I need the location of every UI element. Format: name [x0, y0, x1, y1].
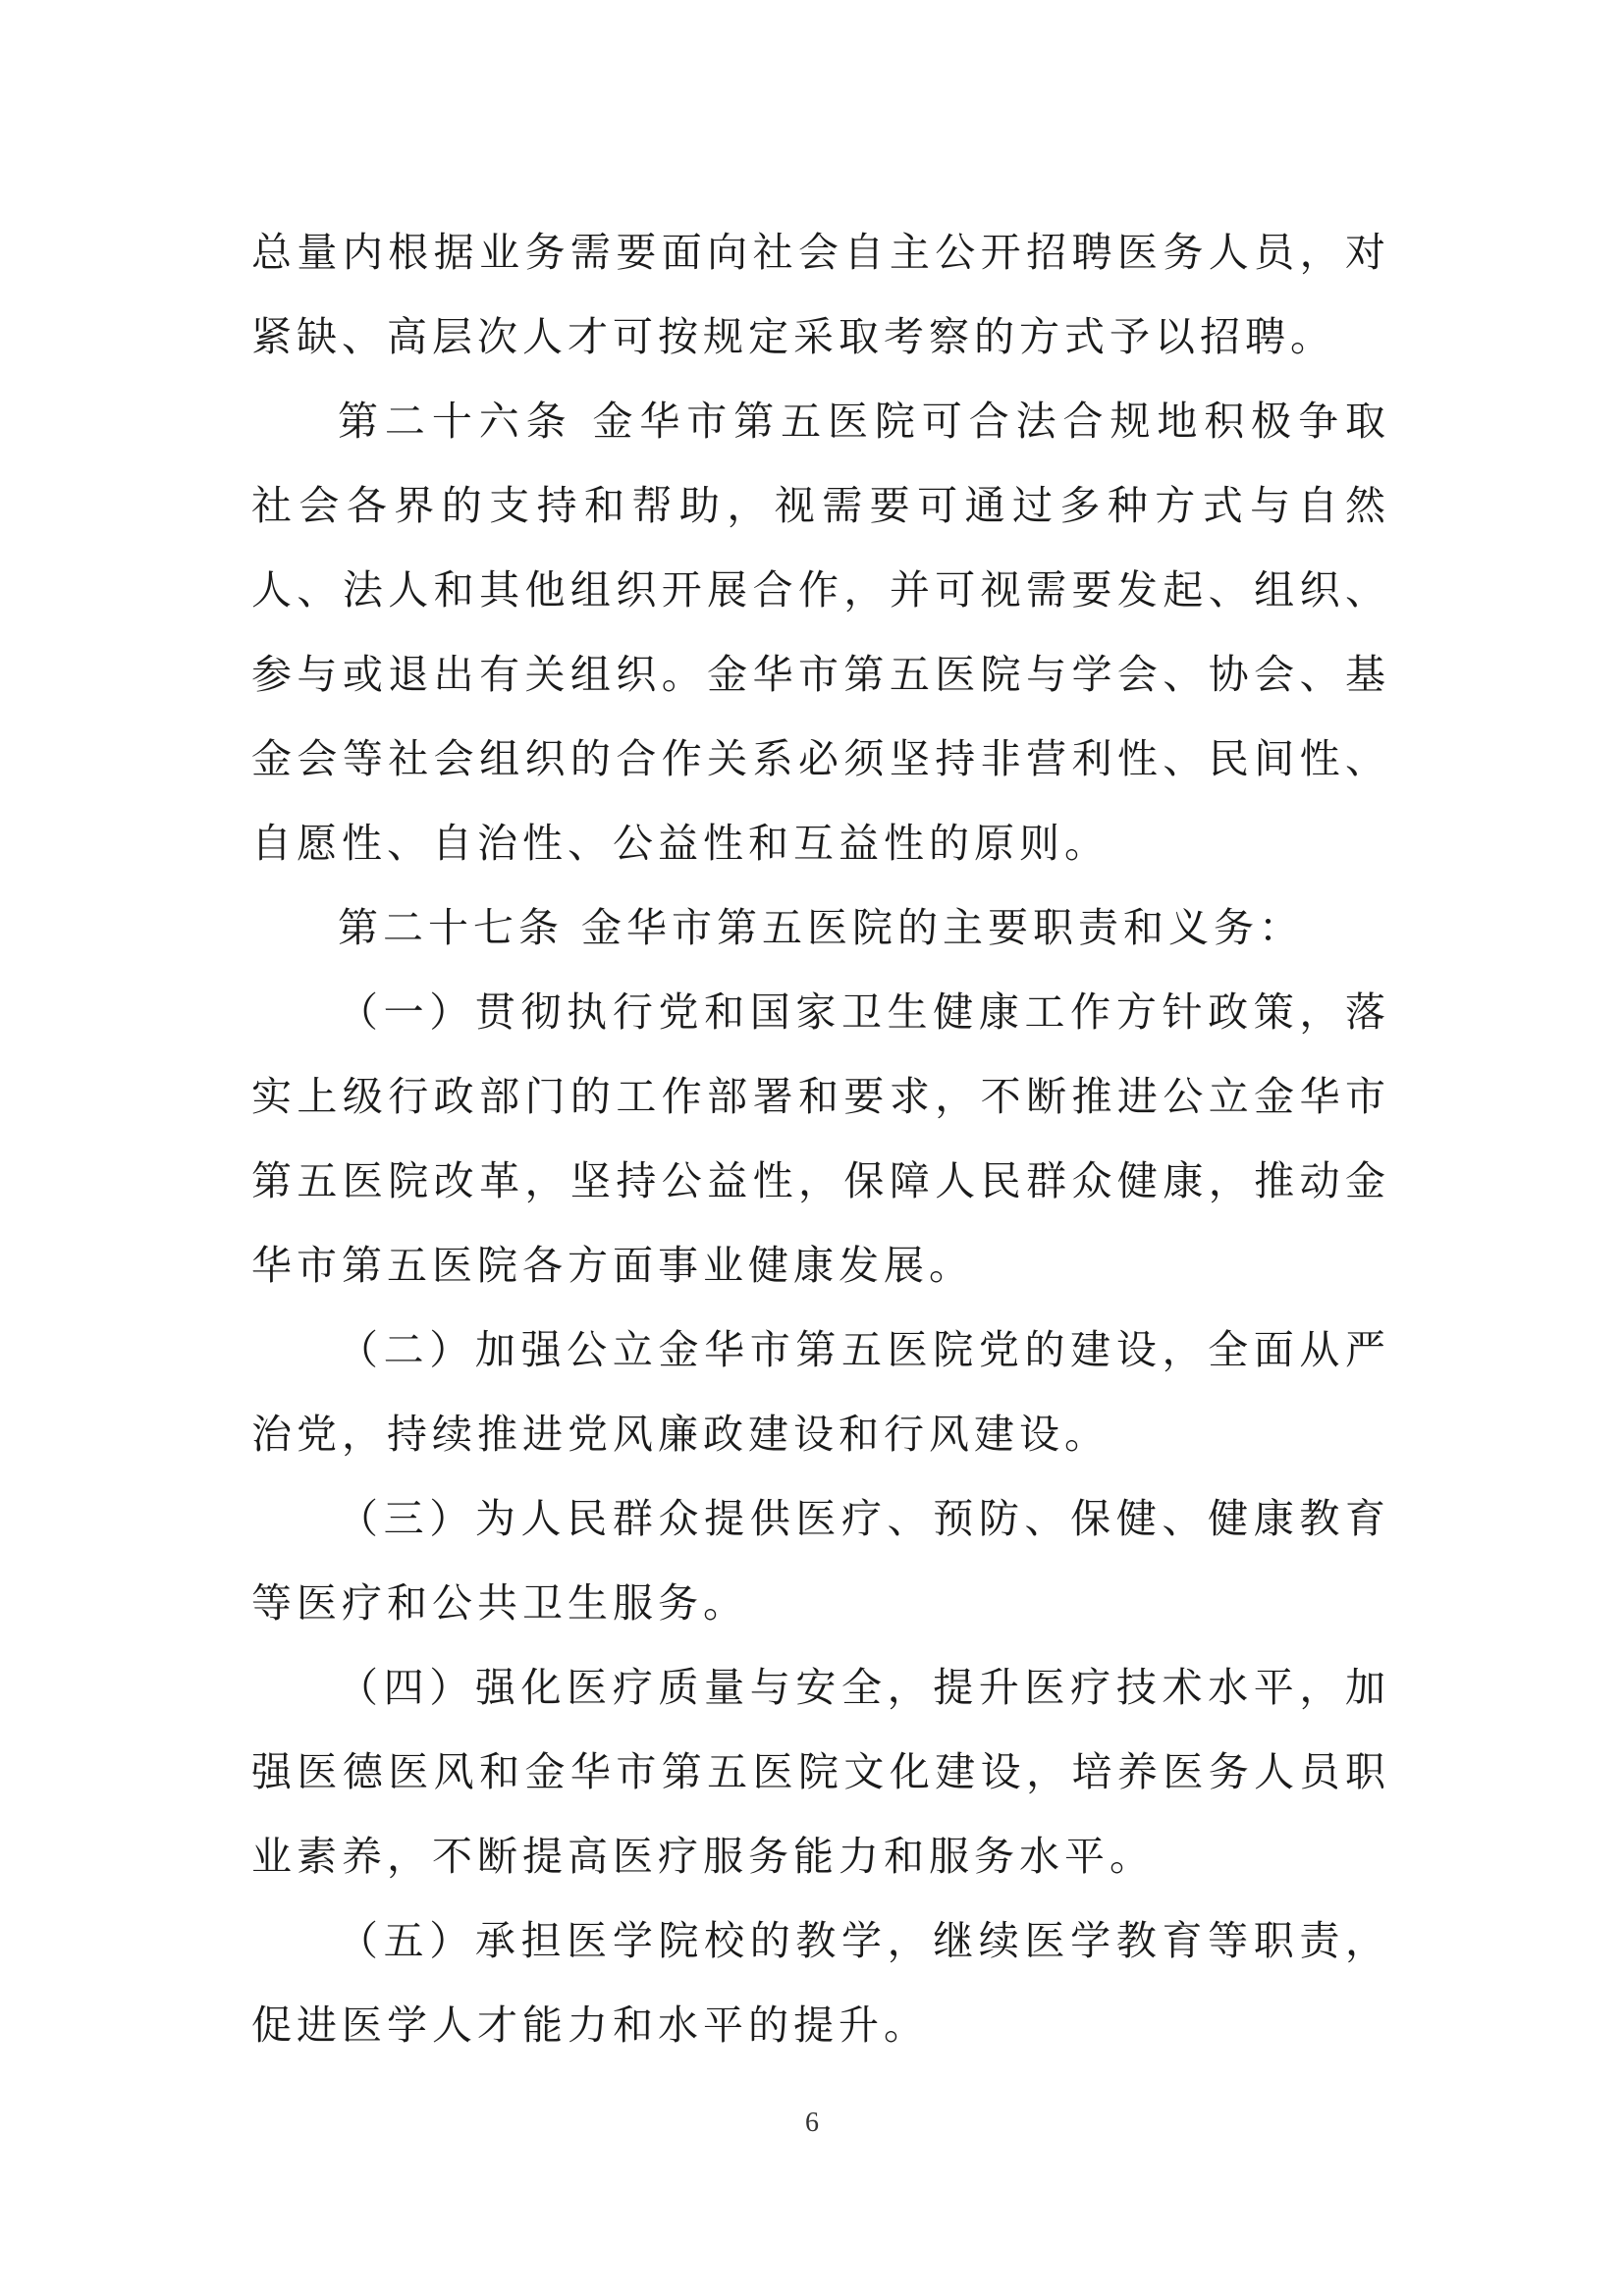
paragraph-item-4: （四）强化医疗质量与安全，提升医疗技术水平，加强医德医风和金华市第五医院文化建设，培养医务人员职业素养，不断提高医疗服务能力和服务水平。	[251, 1664, 1390, 1880]
paragraph-article-26: 第二十六条 金华市第五医院可合法合规地积极争取社会各界的支持和帮助，视需要可通过多种方式与自然人、法人和其他组织开展合作，并可视需要发起、组织、参与或退出有关组织。金华市第五医院与学会、协会、基金会等社会组织的合作关系必须坚持非营利性、民间性、自愿性、自治性、公益性和互益性的原则。	[251, 398, 1390, 867]
paragraph-item-5: （五）承担医学院校的教学，继续医学教育等职责，促进医学人才能力和水平的提升。	[251, 1917, 1390, 2049]
body-text	[251, 210, 1390, 2067]
page-number: 6	[805, 2108, 819, 2138]
paragraph-continuation: 总量内根据业务需要面向社会自主公开招聘医务人员，对紧缺、高层次人才可按规定采取考察的方式予以招聘。	[251, 229, 1390, 360]
paragraph-item-2: （二）加强公立金华市第五医院党的建设，全面从严治党，持续推进党风廉政建设和行风建设。	[251, 1326, 1390, 1458]
paragraph-item-3: （三）为人民群众提供医疗、预防、保健、健康教育等医疗和公共卫生服务。	[251, 1495, 1390, 1627]
paragraph-article-27: 第二十七条 金华市第五医院的主要职责和义务：	[338, 904, 1305, 951]
paragraph-item-1: （一）贯彻执行党和国家卫生健康工作方针政策，落实上级行政部门的工作部署和要求，不断推进公立金华市第五医院改革，坚持公益性，保障人民群众健康，推动金华市第五医院各方面事业健康发展。	[251, 988, 1390, 1289]
